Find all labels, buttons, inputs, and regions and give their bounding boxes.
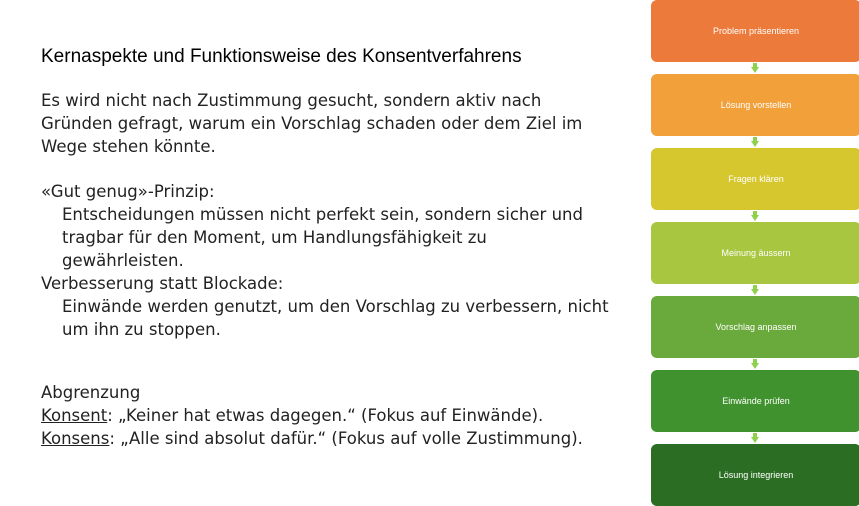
process-step-label: Vorschlag anpassen bbox=[715, 322, 797, 332]
intro-line: Es wird nicht nach Zustimmung gesucht, sondern aktiv nach bbox=[41, 91, 542, 110]
intro-line: Wege stehen könnte. bbox=[41, 137, 216, 156]
process-step-integrieren bbox=[651, 444, 859, 506]
principle-heading-gut-genug: «Gut genug»-Prinzip: bbox=[41, 182, 215, 201]
konsent-line bbox=[41, 404, 621, 427]
process-step-vorschlag bbox=[651, 296, 859, 358]
distinction-block bbox=[41, 381, 621, 450]
process-step-label: Lösung integrieren bbox=[718, 470, 794, 480]
principle-heading-verbesserung: Verbesserung statt Blockade: bbox=[41, 274, 284, 293]
down-arrow-icon bbox=[751, 289, 759, 295]
principle-line: Einwände werden genutzt, um den Vorschlag zu verbessern, nicht bbox=[62, 297, 609, 316]
process-step-label: Lösung vorstellen bbox=[720, 100, 792, 110]
down-arrow-icon bbox=[751, 67, 759, 73]
process-step-problem bbox=[651, 0, 859, 62]
process-step-label: Problem präsentieren bbox=[712, 26, 800, 36]
down-arrow-icon bbox=[751, 437, 759, 443]
konsent-term: Konsent bbox=[41, 406, 108, 425]
process-step-meinung bbox=[651, 222, 859, 284]
process-step-einwaende bbox=[651, 370, 859, 432]
distinction-heading: Abgrenzung bbox=[41, 383, 141, 402]
process-step-loesung bbox=[651, 74, 859, 136]
principle-line: gewährleisten. bbox=[62, 251, 184, 270]
konsent-text: : „Keiner hat etwas dagegen.“ (Fokus auf Einwände). bbox=[107, 406, 544, 425]
konsens-term: Konsens bbox=[41, 429, 110, 448]
intro-line: Gründen gefragt, warum ein Vorschlag schaden oder dem Ziel im bbox=[41, 114, 583, 133]
principle-line: tragbar für den Moment, um Handlungsfähigkeit zu bbox=[62, 228, 487, 247]
process-step-label: Meinung äussern bbox=[721, 248, 791, 258]
down-arrow-icon bbox=[751, 215, 759, 221]
process-step-label: Einwände prüfen bbox=[722, 396, 790, 406]
principle-line: um ihn zu stoppen. bbox=[62, 320, 221, 339]
intro-paragraph bbox=[41, 89, 621, 158]
process-step-fragen bbox=[651, 148, 859, 210]
process-step-label: Fragen klären bbox=[728, 174, 784, 184]
process-flow bbox=[651, 0, 859, 501]
principles-block bbox=[41, 180, 621, 341]
principle-line: Entscheidungen müssen nicht perfekt sein, sondern sicher und bbox=[62, 205, 583, 224]
down-arrow-icon bbox=[751, 363, 759, 369]
slide-title: Kernaspekte und Funktionsweise des Konsentverfahrens bbox=[41, 46, 522, 67]
konsens-line bbox=[41, 427, 621, 450]
konsens-text: : „Alle sind absolut dafür.“ (Fokus auf volle Zustimmung). bbox=[109, 429, 583, 448]
down-arrow-icon bbox=[751, 141, 759, 147]
